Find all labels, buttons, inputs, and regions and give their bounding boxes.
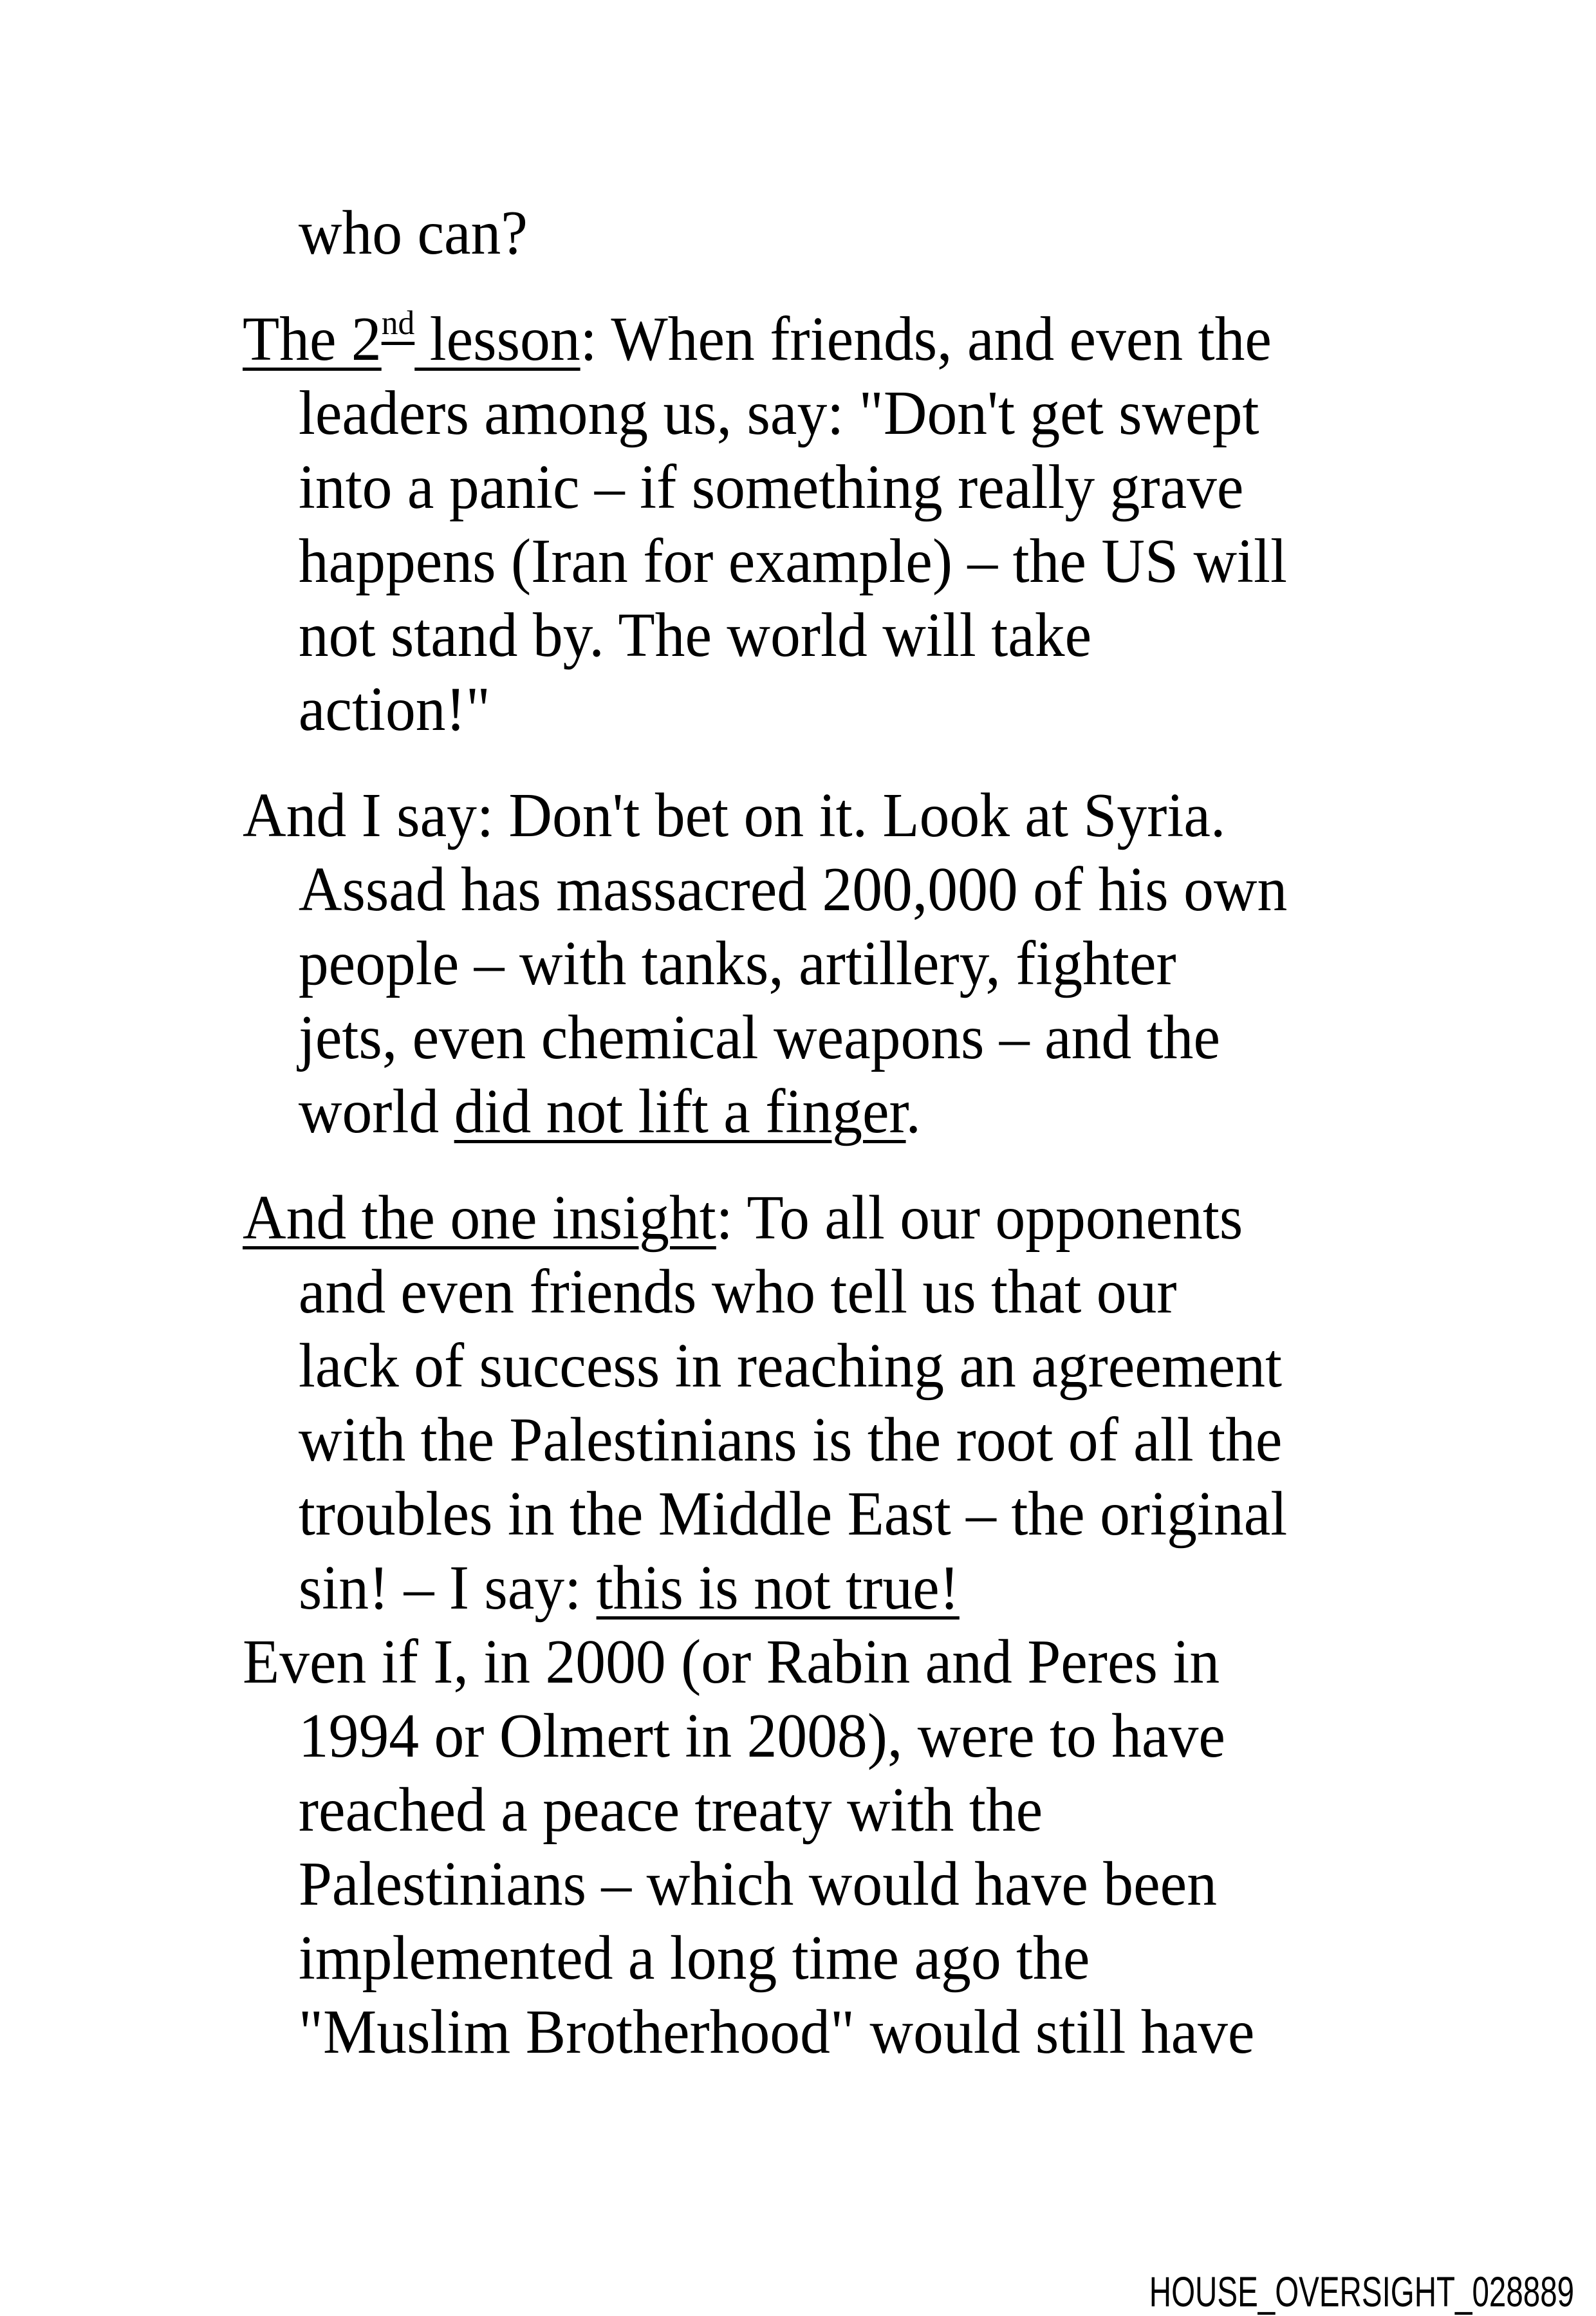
underlined-text: And the one insight	[243, 1183, 716, 1252]
text-line	[243, 1995, 1360, 2069]
text-line	[243, 1477, 1360, 1551]
text-line	[243, 1773, 1360, 1847]
underlined-text: lesson	[414, 304, 580, 373]
text-line	[243, 852, 1360, 926]
text-line	[243, 450, 1360, 524]
text-run: implemented a long time ago the	[298, 1923, 1090, 1992]
text-run: Even if I, in 2000 (or Rabin and Peres in	[243, 1627, 1220, 1696]
text-run: action!"	[298, 675, 490, 743]
text-run: not stand by. The world will take	[298, 601, 1092, 669]
text-run: Assad has massacred 200,000 of his own	[298, 855, 1288, 924]
text-line	[243, 1551, 1360, 1625]
superscript-text: nd	[381, 303, 415, 342]
text-line	[243, 1255, 1360, 1329]
text-run: people – with tanks, artillery, fighter	[298, 929, 1176, 998]
text-run: happens (Iran for example) – the US will	[298, 527, 1288, 595]
underlined-text: The 2	[243, 304, 382, 373]
text-line	[243, 1847, 1360, 1921]
paragraph	[243, 1625, 1360, 2069]
text-run: who can?	[298, 198, 528, 267]
text-run: : To all our opponents	[716, 1183, 1243, 1252]
text-line	[243, 302, 1360, 376]
text-run: And I say: Don't bet on it. Look at Syria.	[243, 781, 1226, 850]
text-line	[243, 1329, 1360, 1403]
text-run: reached a peace treaty with the	[298, 1775, 1043, 1844]
text-line	[243, 1074, 1360, 1148]
text-run: jets, even chemical weapons – and the	[298, 1003, 1221, 1072]
text-run: "Muslim Brotherhood" would still have	[298, 1997, 1255, 2066]
text-line	[243, 376, 1360, 450]
text-run: troubles in the Middle East – the original	[298, 1479, 1288, 1548]
text-line	[243, 196, 1360, 270]
text-run: lack of success in reaching an agreement	[298, 1331, 1283, 1400]
text-line	[243, 1403, 1360, 1477]
text-run: Palestinians – which would have been	[298, 1849, 1218, 1918]
paragraph	[243, 302, 1360, 746]
text-line	[243, 672, 1360, 746]
paragraph	[243, 196, 1360, 270]
text-line	[243, 1000, 1360, 1074]
paragraph	[243, 778, 1360, 1148]
text-run: 1994 or Olmert in 2008), were to have	[298, 1701, 1225, 1770]
text-run: with the Palestinians is the root of all the	[298, 1405, 1283, 1474]
text-line	[243, 926, 1360, 1000]
text-run: sin! – I say:	[298, 1553, 597, 1622]
text-run: .	[905, 1077, 921, 1146]
underlined-text: this is not true!	[596, 1553, 960, 1622]
underlined-text: did not lift a finger	[454, 1077, 906, 1146]
paragraph	[243, 1181, 1360, 1625]
text-line	[243, 1699, 1360, 1773]
text-line	[243, 778, 1360, 852]
text-line	[243, 524, 1360, 598]
text-line	[243, 598, 1360, 672]
text-line	[243, 1921, 1360, 1995]
text-line	[243, 1181, 1360, 1255]
text-run: world	[298, 1077, 454, 1146]
bates-number: HOUSE_OVERSIGHT_028889	[1149, 2268, 1574, 2315]
text-run: leaders among us, say: "Don't get swept	[298, 378, 1259, 447]
text-run: and even friends who tell us that our	[298, 1257, 1177, 1326]
document-body	[243, 196, 1360, 2069]
text-run: : When friends, and even the	[580, 304, 1272, 373]
text-line	[243, 1625, 1360, 1699]
text-run: into a panic – if something really grave	[298, 453, 1244, 521]
